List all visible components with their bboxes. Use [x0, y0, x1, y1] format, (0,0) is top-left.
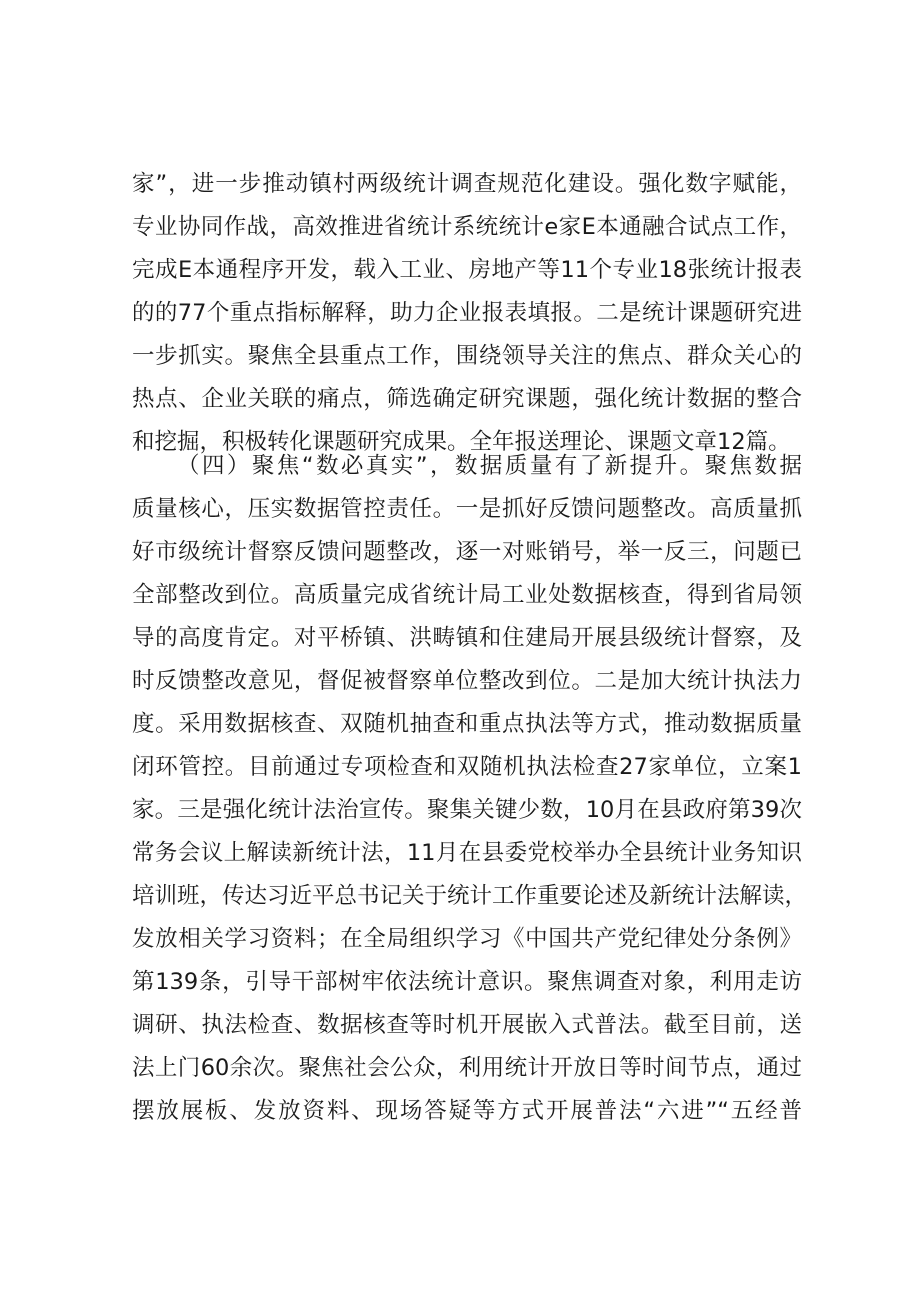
text-line: 调研、执法检查、数据核查等时机开展嵌入式普法。截至目前，送 — [132, 1012, 802, 1038]
text-line: 导的高度肯定。对平桥镇、洪畴镇和住建局开展县级统计督察，及 — [132, 625, 802, 651]
text-line: 第139条，引导干部树牢依法统计意识。聚焦调查对象，利用走访 — [132, 969, 802, 995]
text-line: 质量核心，压实数据管控责任。一是抓好反馈问题整改。高质量抓 — [132, 496, 802, 522]
text-line: 闭环管控。目前通过专项检查和双随机执法检查27家单位，立案1 — [132, 754, 802, 780]
text-line: 常务会议上解读新统计法，11月在县委党校举办全县统计业务知识 — [132, 840, 802, 866]
text-line: 好市级统计督察反馈问题整改，逐一对账销号，举一反三，问题已 — [132, 539, 802, 565]
text-line: 时反馈整改意见，督促被督察单位整改到位。二是加大统计执法力 — [132, 668, 802, 694]
text-line: 发放相关学习资料；在全局组织学习《中国共产党纪律处分条例》 — [132, 926, 802, 952]
text-line: 一步抓实。聚焦全县重点工作，围绕领导关注的焦点、群众关心的 — [132, 343, 802, 369]
text-line: 专业协同作战，高效推进省统计系统统计e家E本通融合试点工作， — [132, 214, 802, 240]
text-line: 全部整改到位。高质量完成省统计局工业处数据核查，得到省局领 — [132, 582, 802, 608]
text-line: 培训班，传达习近平总书记关于统计工作重要论述及新统计法解读， — [132, 883, 808, 909]
text-line: 的的77个重点指标解释，助力企业报表填报。二是统计课题研究进 — [132, 300, 802, 326]
text-line: 完成E本通程序开发，载入工业、房地产等11个专业18张统计报表 — [132, 257, 802, 283]
text-line: 摆放展板、发放资料、现场答疑等方式开展普法“六进”“五经普 — [132, 1098, 802, 1124]
text-line: 热点、企业关联的痛点，筛选确定研究课题，强化统计数据的整合 — [132, 386, 802, 412]
text-line: 和挖掘，积极转化课题研究成果。全年报送理论、课题文章12篇。 — [132, 429, 791, 455]
text-line: 法上门60余次。聚焦社会公众，利用统计开放日等时间节点，通过 — [132, 1055, 802, 1081]
section-heading-line: （四）聚焦“数必真实”，数据质量有了新提升。聚焦数据 — [177, 453, 802, 479]
text-line: 家”，进一步推动镇村两级统计调查规范化建设。强化数字赋能， — [132, 171, 802, 197]
text-line: 家。三是强化统计法治宣传。聚集关键少数，10月在县政府第39次 — [132, 797, 802, 823]
text-line: 度。采用数据核查、双随机抽查和重点执法等方式，推动数据质量 — [132, 711, 802, 737]
